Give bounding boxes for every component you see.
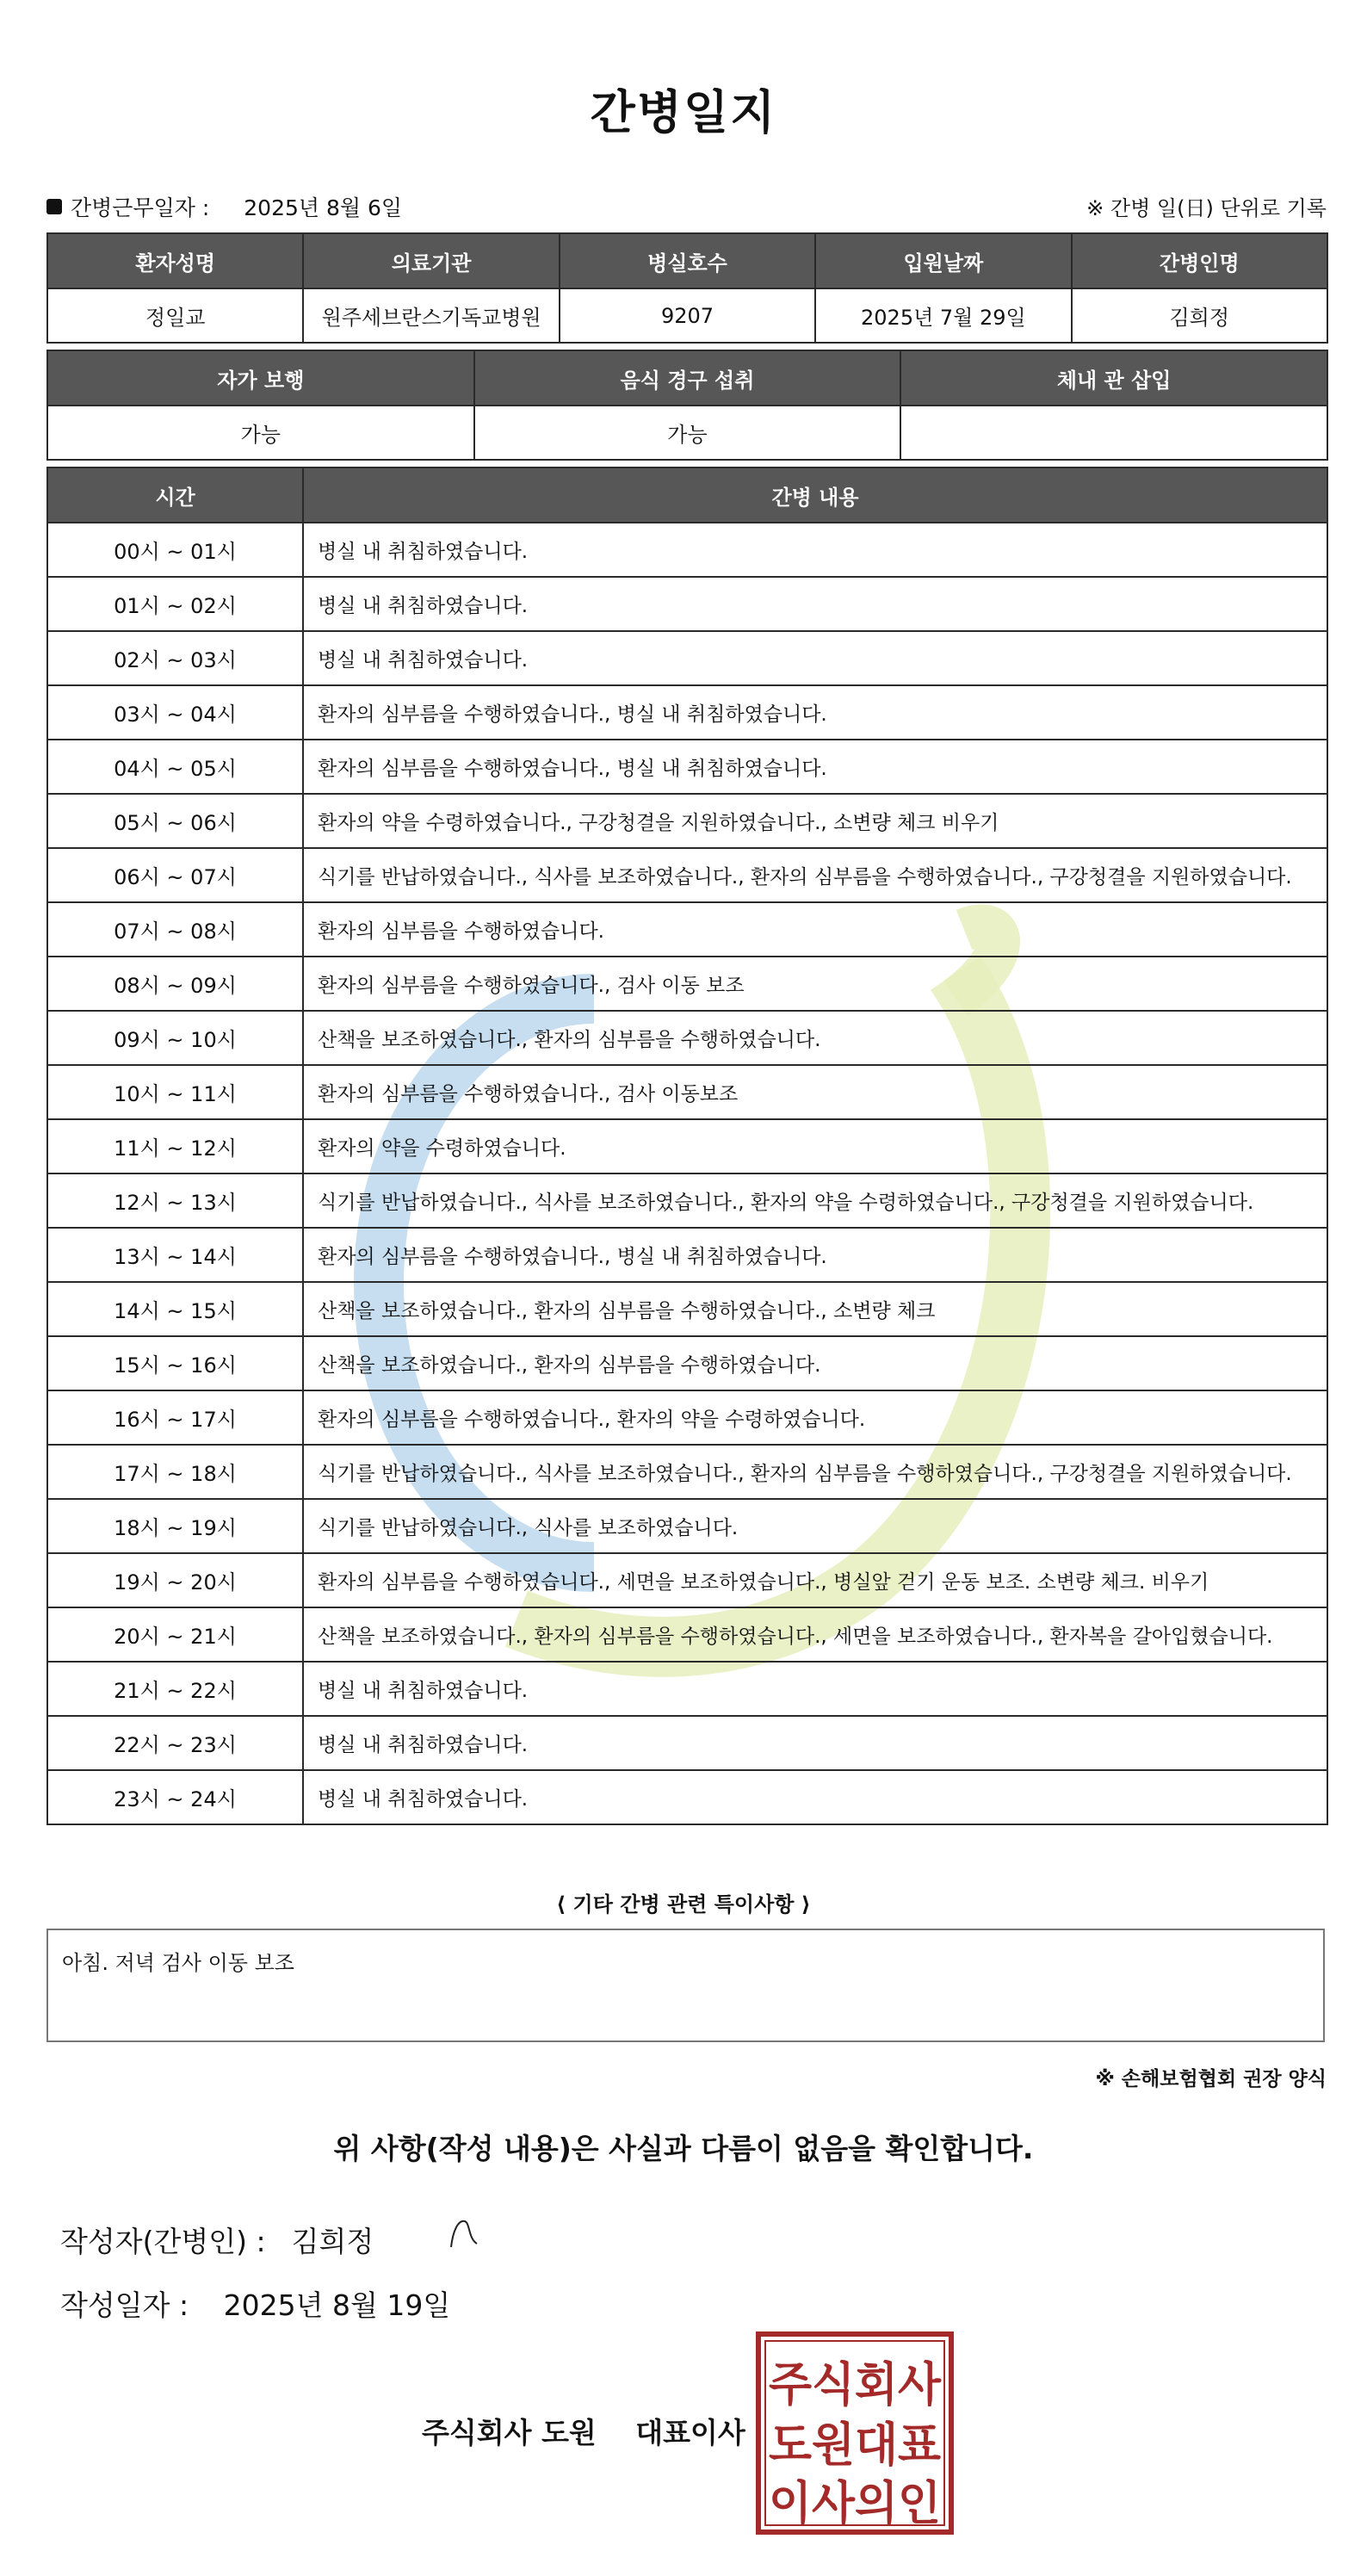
care-content: 환자의 심부름을 수행하였습니다., 세면을 보조하였습니다., 병실앞 걷기 운동 보조. 소변량 체크. 비우기 (303, 1553, 1327, 1607)
header-hospital: 의료기관 (303, 233, 559, 288)
care-content: 환자의 심부름을 수행하였습니다., 병실 내 취침하였습니다. (303, 1228, 1327, 1282)
written-date-value: 2025년 8월 19일 (223, 2288, 451, 2322)
care-time: 15시 ~ 16시 (47, 1336, 303, 1390)
care-content: 환자의 약을 수령하였습니다. (303, 1119, 1327, 1173)
care-row (47, 1228, 1327, 1282)
care-time: 13시 ~ 14시 (47, 1228, 303, 1282)
caregiver-name: 김희정 (1072, 288, 1327, 343)
care-time: 08시 ~ 09시 (47, 957, 303, 1011)
care-row (47, 1607, 1327, 1662)
care-content: 환자의 심부름을 수행하였습니다., 검사 이동보조 (303, 1065, 1327, 1119)
patient-table-header (47, 233, 1327, 288)
square-bullet-icon (46, 199, 62, 214)
header-care-content: 간병 내용 (303, 468, 1327, 523)
work-date-value: 2025년 8월 6일 (244, 195, 403, 220)
care-row (47, 1065, 1327, 1119)
care-time: 23시 ~ 24시 (47, 1770, 303, 1824)
care-time: 02시 ~ 03시 (47, 631, 303, 685)
notes-box: 아침. 저녁 검사 이동 보조 (46, 1929, 1325, 2042)
care-time: 04시 ~ 05시 (47, 740, 303, 794)
work-date-label: 간병근무일자 : (71, 195, 210, 220)
company-title: 대표이사 (635, 2416, 745, 2449)
work-date (46, 191, 402, 222)
care-row (47, 794, 1327, 848)
hospital-name: 원주세브란스기독교병원 (303, 288, 559, 343)
care-content: 환자의 심부름을 수행하였습니다., 검사 이동 보조 (303, 957, 1327, 1011)
room-number: 9207 (560, 288, 815, 343)
care-content: 식기를 반납하였습니다., 식사를 보조하였습니다., 환자의 심부름을 수행하였습니다., 구강청결을 지원하였습니다. (303, 1445, 1327, 1499)
care-time: 18시 ~ 19시 (47, 1499, 303, 1553)
header-caregiver: 간병인명 (1072, 233, 1327, 288)
status-table (46, 350, 1328, 461)
care-content: 환자의 약을 수령하였습니다., 구강청결을 지원하였습니다., 소변량 체크 비우기 (303, 794, 1327, 848)
meta-row (46, 191, 1327, 220)
notes-title: ⟨ 기타 간병 관련 특이사항 ⟩ (556, 1892, 811, 1917)
header-oral-intake: 음식 경구 섭취 (474, 350, 901, 406)
care-content: 식기를 반납하였습니다., 식사를 보조하였습니다., 환자의 심부름을 수행하였습니다., 구강청결을 지원하였습니다. (303, 848, 1327, 902)
company-seal (756, 2331, 954, 2535)
care-time: 17시 ~ 18시 (47, 1445, 303, 1499)
care-time: 12시 ~ 13시 (47, 1173, 303, 1228)
care-content: 병실 내 취침하였습니다. (303, 631, 1327, 685)
care-row (47, 1390, 1327, 1445)
care-content: 식기를 반납하였습니다., 식사를 보조하였습니다., 환자의 약을 수령하였습니다., 구강청결을 지원하였습니다. (303, 1173, 1327, 1228)
header-tube: 체내 관 삽입 (900, 350, 1327, 406)
care-time: 10시 ~ 11시 (47, 1065, 303, 1119)
care-time: 07시 ~ 08시 (47, 902, 303, 957)
care-time: 22시 ~ 23시 (47, 1716, 303, 1770)
care-time: 06시 ~ 07시 (47, 848, 303, 902)
header-patient-name: 환자성명 (47, 233, 303, 288)
care-row (47, 1716, 1327, 1770)
care-content: 환자의 심부름을 수행하였습니다., 병실 내 취침하였습니다. (303, 685, 1327, 740)
patient-name: 정일교 (47, 288, 303, 343)
care-row (47, 957, 1327, 1011)
oral-intake-status: 가능 (474, 406, 901, 460)
care-row (47, 902, 1327, 957)
care-row (47, 740, 1327, 794)
tube-status (900, 406, 1327, 460)
care-content: 병실 내 취침하였습니다. (303, 1770, 1327, 1824)
care-content: 병실 내 취침하였습니다. (303, 523, 1327, 577)
header-walking: 자가 보행 (47, 350, 474, 406)
walking-status: 가능 (47, 406, 474, 460)
written-date-label: 작성일자 : (60, 2288, 189, 2322)
care-row (47, 848, 1327, 902)
care-row (47, 1011, 1327, 1065)
care-row (47, 1662, 1327, 1716)
care-time: 05시 ~ 06시 (47, 794, 303, 848)
writer-label: 작성자(간병인) : (60, 2225, 266, 2258)
care-row (47, 631, 1327, 685)
care-row (47, 1445, 1327, 1499)
seal-line-2: 도원대표 (769, 2418, 941, 2472)
care-table-body (47, 523, 1327, 1824)
seal-line-3: 이사의인 (769, 2476, 941, 2530)
header-time: 시간 (47, 468, 303, 523)
care-content: 병실 내 취침하였습니다. (303, 577, 1327, 631)
seal-line-1: 주식회사 (769, 2357, 942, 2412)
care-table-header (47, 468, 1327, 523)
care-row (47, 577, 1327, 631)
care-row (47, 1119, 1327, 1173)
care-time: 03시 ~ 04시 (47, 685, 303, 740)
writer-row (60, 2220, 374, 2260)
care-time: 00시 ~ 01시 (47, 523, 303, 577)
company-name: 주식회사 도원 (422, 2416, 597, 2449)
care-row (47, 1336, 1327, 1390)
care-row (47, 1553, 1327, 1607)
care-row (47, 1173, 1327, 1228)
care-row (47, 523, 1327, 577)
written-date-row (60, 2283, 450, 2324)
care-time: 09시 ~ 10시 (47, 1011, 303, 1065)
care-content: 환자의 심부름을 수행하였습니다. (303, 902, 1327, 957)
care-row (47, 685, 1327, 740)
care-time: 19시 ~ 20시 (47, 1553, 303, 1607)
care-content: 산책을 보조하였습니다., 환자의 심부름을 수행하였습니다. (303, 1011, 1327, 1065)
care-time: 01시 ~ 02시 (47, 577, 303, 631)
recommended-form-note: ※ 손해보험협회 권장 양식 (1095, 2068, 1327, 2090)
unit-note: ※ 간병 일(日) 단위로 기록 (1086, 196, 1327, 220)
patient-table (46, 232, 1328, 344)
care-row (47, 1499, 1327, 1553)
company-signature-line (422, 2411, 745, 2451)
care-time: 20시 ~ 21시 (47, 1607, 303, 1662)
document-title: 간병일지 (590, 85, 777, 139)
header-admission-date: 입원날짜 (815, 233, 1071, 288)
patient-table-row (47, 288, 1327, 343)
care-time: 14시 ~ 15시 (47, 1282, 303, 1336)
writer-name: 김희정 (291, 2225, 374, 2258)
care-content: 산책을 보조하였습니다., 환자의 심부름을 수행하였습니다. (303, 1336, 1327, 1390)
care-time: 21시 ~ 22시 (47, 1662, 303, 1716)
admission-date: 2025년 7월 29일 (815, 288, 1071, 343)
care-content: 환자의 심부름을 수행하였습니다., 병실 내 취침하였습니다. (303, 740, 1327, 794)
care-content: 환자의 심부름을 수행하였습니다., 환자의 약을 수령하였습니다. (303, 1390, 1327, 1445)
care-content: 식기를 반납하였습니다., 식사를 보조하였습니다. (303, 1499, 1327, 1553)
care-row (47, 1282, 1327, 1336)
care-time: 16시 ~ 17시 (47, 1390, 303, 1445)
care-content: 산책을 보조하였습니다., 환자의 심부름을 수행하였습니다., 소변량 체크 (303, 1282, 1327, 1336)
care-content: 산책을 보조하였습니다., 환자의 심부름을 수행하였습니다., 세면을 보조하였습니다., 환자복을 갈아입혔습니다. (303, 1607, 1327, 1662)
signature (448, 2214, 482, 2252)
care-content: 병실 내 취침하였습니다. (303, 1716, 1327, 1770)
care-row (47, 1770, 1327, 1824)
care-content: 병실 내 취침하였습니다. (303, 1662, 1327, 1716)
confirmation-statement: 위 사항(작성 내용)은 사실과 다름이 없음을 확인합니다. (333, 2132, 1034, 2165)
care-table (46, 467, 1328, 1825)
care-time: 11시 ~ 12시 (47, 1119, 303, 1173)
status-table-row (47, 406, 1327, 460)
status-table-header (47, 350, 1327, 406)
header-room: 병실호수 (560, 233, 815, 288)
